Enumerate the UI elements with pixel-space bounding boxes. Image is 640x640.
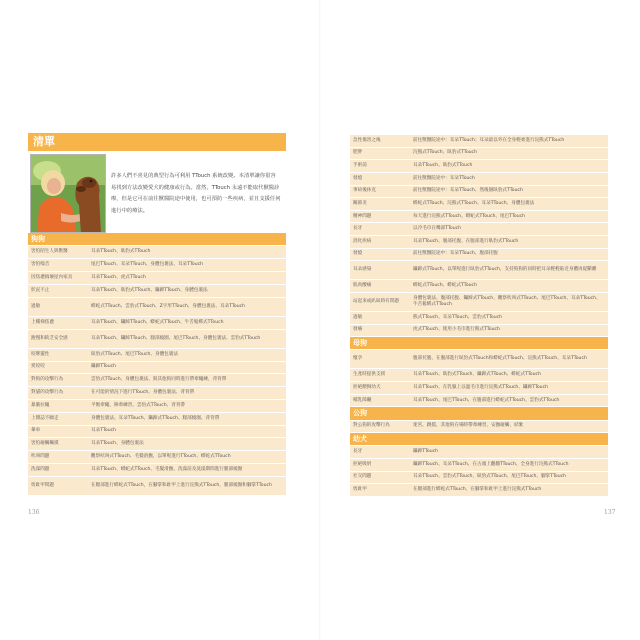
- issue-cell: 社交問題: [353, 474, 372, 480]
- method-cell: 身體包裹法、腹部托腹、鑷蹄式TTouch、觀察吠叫式TTouch、尾巴TTouch、耳朵TTouch、牛舌鬆綁式TTouch: [413, 295, 601, 307]
- issue-cell: 事故後休克: [353, 188, 376, 194]
- issue-cell: 害怕碰觸觸摸: [31, 441, 59, 447]
- issue-cell: 吠叫問題: [31, 453, 50, 459]
- method-cell: 在腿部進行蟒蛇式TTouch，在腳掌和趾甲上進行浣熊式TTouch，腿部繞圈和腳掌TTouch: [91, 482, 272, 488]
- table-row: [350, 421, 608, 434]
- table-row: [350, 395, 608, 408]
- issue-cell: 手術前: [353, 163, 367, 169]
- table-row: [28, 349, 286, 362]
- method-cell: 蟒蛇式TTouch、蟒蛇式TTouch: [413, 283, 477, 289]
- method-cell: 腹部托腹、在腹部進行臥豹式TTouch和蟒蛇式TTouch、浣熊式TTouch、耳朵TTouch: [413, 356, 587, 362]
- table-row: [350, 312, 608, 325]
- method-cell: 鑷蹄TTouch: [91, 364, 117, 370]
- table-row: [350, 223, 608, 236]
- issue-cell: 拒絕餵飼幼犬: [353, 384, 381, 390]
- issue-cell: 發燒: [353, 175, 363, 181]
- table-row: [28, 451, 286, 464]
- issue-cell: 對貓的攻擊行為: [31, 390, 64, 396]
- table-row: [350, 186, 608, 199]
- right-page: [320, 0, 640, 640]
- method-cell: 耳朵TTouch、尾巴TTouch、在腹部進行蟒蛇式TTouch、雲豹式TTouch: [413, 397, 560, 403]
- issue-cell: 懷孕: [353, 356, 363, 362]
- method-cell: 蟒蛇式TTouch、雲豹式TTouch、Z字形TTouch、身體包裹法、耳朵TTouch: [91, 303, 246, 309]
- table-row: [350, 459, 608, 472]
- issue-cell: 耳朵感染: [353, 267, 372, 273]
- method-cell: 耳朵TTouch、臥豹式TTouch: [91, 249, 151, 255]
- photo-woman-with-dog: [30, 154, 106, 233]
- method-cell: 耳朵TTouch、虎式TTouch: [91, 274, 146, 280]
- method-cell: 身體包裹法、耳朵TTouch、鑷蹄式TTouch、腿部繞圈、背背帶: [91, 415, 220, 421]
- method-cell: 在腿部進行蟒蛇式TTouch，在腳掌和趾甲上進行浣熊式TTouch: [413, 487, 542, 493]
- method-cell: 耳朵TTouch、臥豹式TTouch、鑷蹄式TTouch、蟒蛇式TTouch: [413, 372, 541, 378]
- method-cell: 尾巴TTouch、耳朵TTouch、身體包裹法、耳朵TTouch: [91, 262, 204, 268]
- method-cell: 浣熊式TTouch、臥豹式TTouch: [413, 150, 477, 156]
- table-row: [28, 374, 286, 387]
- issue-cell: 長牙: [353, 449, 363, 455]
- issue-cell: 剪趾甲: [353, 487, 367, 493]
- method-cell: 耳朵TTouch、鑷蹄TTouch、蟒蛇式TTouch、牛舌鬆綁式TTouch: [91, 319, 224, 325]
- page-number: 137: [604, 509, 616, 516]
- issue-cell: 拒絕吸奶: [353, 461, 372, 467]
- table-row: [28, 477, 286, 496]
- method-cell: 熊式TTouch、耳朵TTouch、雲豹式TTouch: [413, 314, 503, 320]
- table-row: [350, 484, 608, 497]
- table-row: [28, 464, 286, 477]
- method-cell: 耳朵TTouch、蟒蛇式TTouch、毛髮滑撫、洗澡前及洗澡期間進行腿部繞圈: [91, 466, 243, 472]
- table-row: [28, 259, 286, 272]
- issue-cell: 對公狗的攻擊行為: [353, 423, 390, 429]
- method-cell: 耳朵TTouch、在乳腺上以溫毛巾進行浣熊式TTouch、鑷蹄TTouch: [413, 384, 549, 390]
- page-title: 清單: [28, 133, 286, 151]
- issue-cell: 生產時提供支援: [353, 372, 386, 378]
- issue-cell: 肥胖: [353, 150, 363, 156]
- issue-cell: 暴衝拉繩: [31, 402, 50, 408]
- table-row: [28, 362, 286, 375]
- table-row: [28, 272, 286, 285]
- method-cell: 雲豹式TTouch、身體包裹法、與其他狗同時進行帶牽繩練，背背帶: [91, 377, 227, 383]
- right-table: [350, 135, 608, 497]
- issue-cell: 發癢: [353, 327, 363, 333]
- table-row: [350, 236, 608, 249]
- method-cell: 前往獸醫院途中：耳朵TTouch、然後個臥豹式TTouch: [413, 188, 523, 194]
- page-number: 136: [28, 509, 40, 516]
- table-row: [28, 400, 286, 413]
- table-row: [350, 293, 608, 312]
- table-row: [350, 249, 608, 262]
- issue-cell: 上樓梯焦慮: [31, 319, 54, 325]
- method-cell: 耳朵TTouch、雲豹式TTouch、臥豹式TTouch、尾巴TTouch、腳掌TTouch: [413, 474, 567, 480]
- left-table: [28, 233, 286, 496]
- method-cell: 耳朵TTouch、鑷蹄TTouch、腿部繞圈、尾巴TTouch、身體包裹法、雲豹式TTouch: [91, 335, 261, 341]
- method-cell: 前往獸醫院途中：耳朵TTouch、腹部托腹: [413, 251, 498, 257]
- issue-cell: 上雜誌不願走: [31, 415, 59, 421]
- method-cell: 虎式TTouch、使用小毛巾進行熊式TTouch: [413, 327, 500, 333]
- issue-cell: 過敏: [353, 314, 363, 320]
- method-cell: 鑷蹄TTouch、耳朵TTouch、在古頭上翻翻TTouch、全身進行浣熊式TTouch: [413, 461, 569, 467]
- method-cell: 在可能的情況下進行TTouch、身體包裹法、背背帶: [91, 390, 195, 396]
- table-row: [28, 438, 286, 451]
- table-row: [28, 285, 286, 298]
- issue-cell: 過敏: [31, 303, 41, 309]
- issue-cell: 暈車: [31, 428, 41, 434]
- table-row: [350, 350, 608, 369]
- issue-cell: 害怕噪音: [31, 262, 50, 268]
- table-row: [28, 413, 286, 426]
- issue-cell: 洗澡問題: [31, 466, 50, 472]
- table-row: [350, 198, 608, 211]
- section-header: 幼犬: [350, 433, 608, 446]
- issue-cell: 長牙: [353, 226, 363, 232]
- method-cell: 鑷蹄TTouch: [413, 449, 439, 455]
- table-row: [350, 382, 608, 395]
- issue-cell: 對狗的攻擊行為: [31, 377, 64, 383]
- table-row: [350, 472, 608, 485]
- method-cell: 耳朵TTouch、腹部托腹、在腹部進行臥豹式TTouch: [413, 238, 519, 244]
- table-row: [28, 330, 286, 349]
- section-header: 母狗: [350, 337, 608, 350]
- issue-cell: 肌肉酸痛: [353, 283, 372, 289]
- issue-cell: 哺乳障礙: [353, 397, 372, 403]
- method-cell: 觀察吠叫式TTouch、毛髮滑撫，以單呢進行TTouch、蟒蛇式TTouch: [91, 453, 231, 459]
- issue-cell: 消化疾病: [353, 238, 372, 244]
- table-row: [350, 211, 608, 224]
- issue-cell: 跑慢和缺乏安全感: [31, 335, 68, 341]
- table-row: [350, 261, 608, 280]
- table-row: [350, 446, 608, 459]
- table-row: [350, 173, 608, 186]
- method-cell: 前往獸醫院途中：耳朵TTouch: [413, 175, 475, 181]
- table-row: [28, 298, 286, 317]
- method-cell: 臥豹式TTouch、尾巴TTouch、身體包裹法: [91, 351, 178, 357]
- issue-cell: 剪趾甲問題: [31, 482, 54, 488]
- table-row: [350, 280, 608, 293]
- table-row: [350, 325, 608, 338]
- table-row: [28, 426, 286, 439]
- method-cell: 每天進行浣熊式TTouch、蟒蛇式TTouch、尾巴TTouch: [413, 213, 526, 219]
- issue-cell: 站起來或趴臥時有問題: [353, 298, 399, 304]
- section-header: 狗狗: [28, 233, 286, 246]
- issue-cell: 關節炎: [353, 200, 367, 206]
- method-cell: 以冷毛巾在嘴部TTouch: [413, 226, 462, 232]
- issue-cell: 咬牌靈性: [31, 351, 50, 357]
- table-row: [28, 246, 286, 259]
- method-cell: 耳朵TTouch、臥豹式TTouch: [413, 163, 473, 169]
- method-cell: 平衡牽繩、陣牽練習、雲豹式TTouch、背背帶: [91, 402, 186, 408]
- method-cell: 蟒蛇式TTouch、浣熊式TTouch、耳朵TTouch、身體包裹法: [413, 200, 535, 206]
- method-cell: 鑷蹄式TTouch，以單呢進行臥豹式TTouch，支持狗狗的同時把耳朵輕輕貼近身體再從斷離: [413, 267, 597, 273]
- table-row: [350, 369, 608, 382]
- method-cell: 耳朵TTouch: [91, 428, 117, 434]
- table-row: [28, 387, 286, 400]
- issue-cell: 因焦慮搞壞屋內家具: [31, 274, 73, 280]
- table-row: [350, 160, 608, 173]
- issue-cell: 狀況不止: [31, 287, 50, 293]
- issue-cell: 害怕陌生人與獸醫: [31, 249, 68, 255]
- method-cell: 前往獸醫院途中：耳朵TTouch；耳朵最以外在全身輕柔進行浣熊式TTouch: [413, 137, 565, 143]
- table-row: [28, 317, 286, 330]
- method-cell: 迷宮、跳擋，其他狗在場時帶牽練習，安撫碰觸，結紮: [413, 423, 524, 429]
- issue-cell: 愛咬咬: [31, 364, 45, 370]
- issue-cell: 急性傷害之後: [353, 137, 381, 143]
- table-row: [350, 148, 608, 161]
- method-cell: 耳朵TTouch、身體包裹法: [91, 441, 144, 447]
- issue-cell: 發燒: [353, 251, 363, 257]
- section-header: 公狗: [350, 407, 608, 420]
- issue-cell: 精神問題: [353, 213, 372, 219]
- method-cell: 耳朵TTouch、臥豹式TTouch、鑷蹄TTouch、身體包裹法: [91, 287, 208, 293]
- intro-text: 許多人們不喜見的典型行為可利用 TTouch 系統改變。本清單讓你很容易找到方法改變愛犬的健康或行為。當然，TTouch 永遠不能取代獸醫診療，但是它可在前往獸醫院途中使用，也可預防一些疾病，並且支援任何進行中的療法。: [111, 173, 281, 214]
- table-row: [350, 135, 608, 148]
